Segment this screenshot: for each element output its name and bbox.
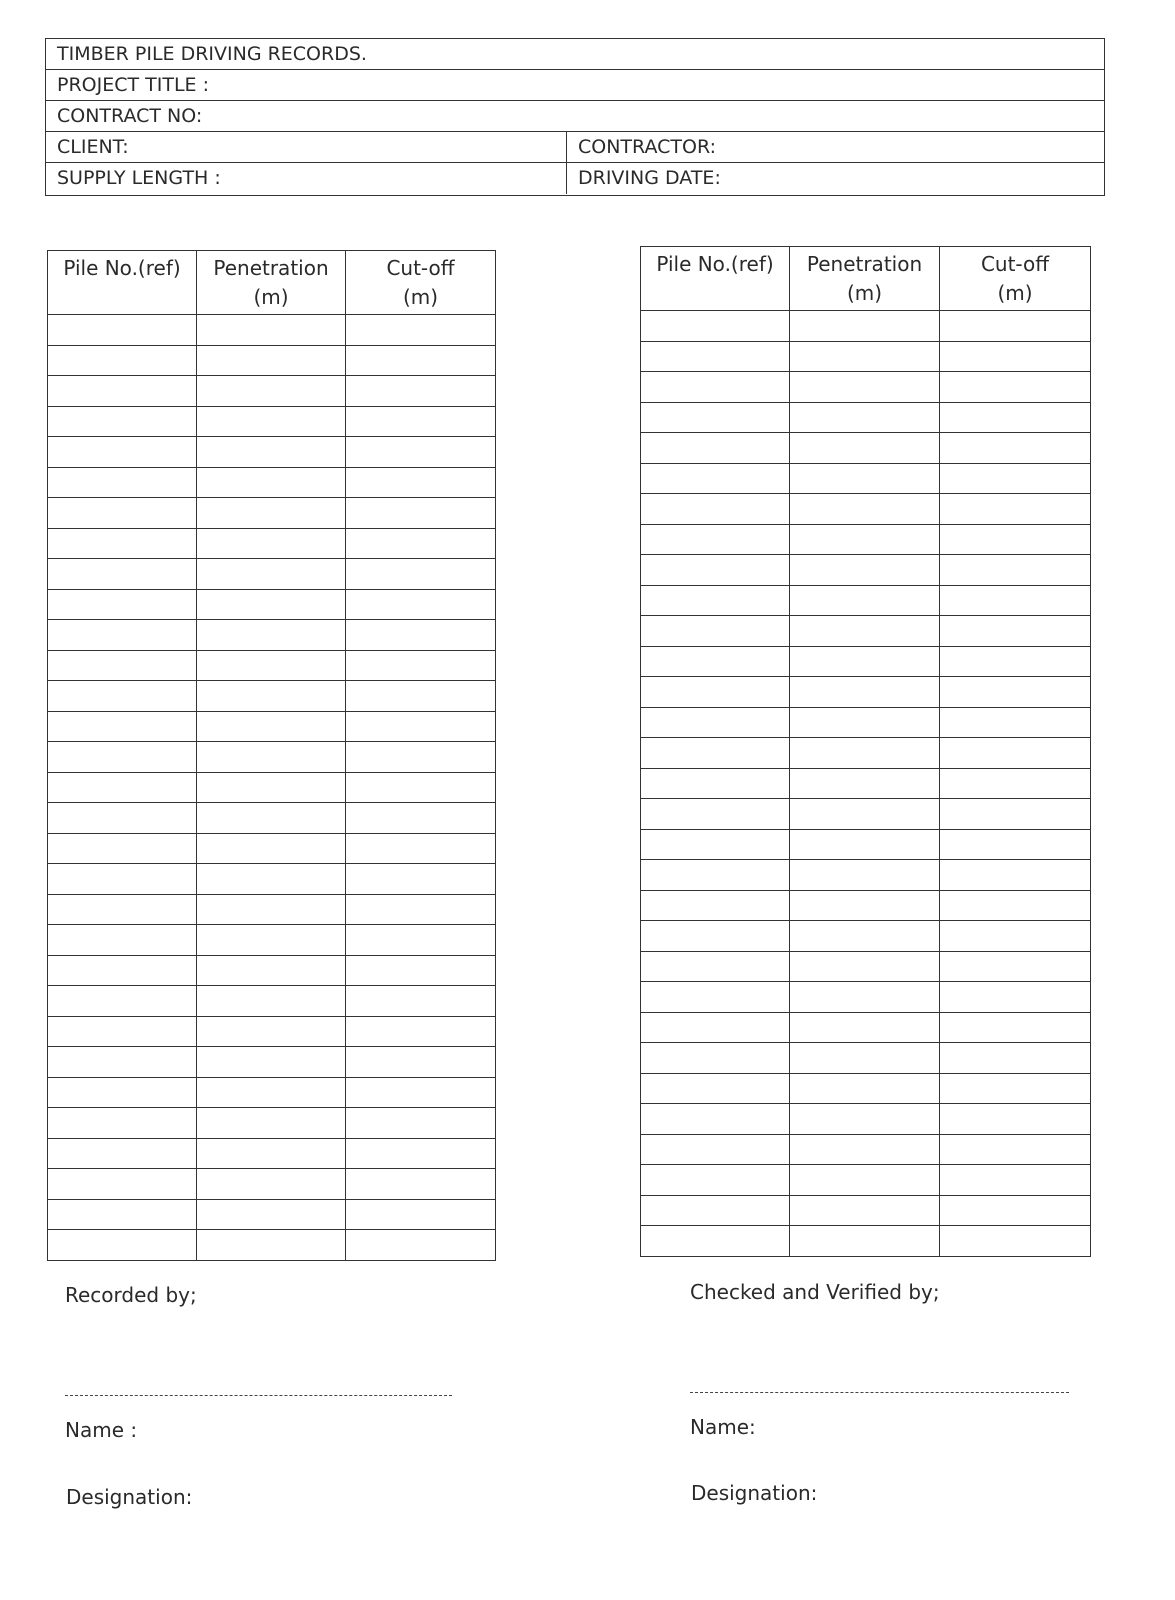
pile-no-column-header: Pile No.(ref) (641, 247, 790, 311)
cutoff-cell[interactable] (940, 799, 1091, 830)
client-contractor-row (46, 132, 1104, 163)
cutoff-cell[interactable] (940, 494, 1091, 525)
penetration-cell[interactable] (790, 860, 940, 891)
penetration-cell[interactable] (197, 1169, 346, 1200)
cutoff-cell[interactable] (346, 803, 496, 834)
pile-no-cell[interactable] (48, 528, 197, 559)
pile-no-cell[interactable] (641, 799, 790, 830)
pile-no-cell[interactable] (48, 1108, 197, 1139)
pile-no-cell[interactable] (641, 372, 790, 403)
penetration-cell[interactable] (790, 433, 940, 464)
table-row (641, 1134, 1091, 1165)
cutoff-cell[interactable] (940, 829, 1091, 860)
table-row (48, 925, 496, 956)
penetration-cell[interactable] (790, 1012, 940, 1043)
checked-by-signature-line[interactable] (690, 1392, 1069, 1393)
table-row (641, 1165, 1091, 1196)
pile-no-cell[interactable] (641, 616, 790, 647)
pile-no-column-header: Pile No.(ref) (48, 251, 197, 315)
table-row (641, 616, 1091, 647)
pile-no-cell[interactable] (48, 1138, 197, 1169)
penetration-cell[interactable] (197, 681, 346, 712)
table-row (641, 829, 1091, 860)
cutoff-cell[interactable] (346, 1108, 496, 1139)
form-title: TIMBER PILE DRIVING RECORDS. (57, 43, 367, 65)
penetration-cell[interactable] (790, 921, 940, 952)
table-row (48, 803, 496, 834)
cutoff-cell[interactable] (940, 372, 1091, 403)
table-row (641, 951, 1091, 982)
supply-driving-row (46, 163, 1104, 194)
cutoff-cell[interactable] (346, 376, 496, 407)
penetration-cell[interactable] (790, 768, 940, 799)
table-row (641, 311, 1091, 342)
penetration-cell[interactable] (197, 559, 346, 590)
penetration-cell[interactable] (197, 650, 346, 681)
table-row (641, 982, 1091, 1013)
pile-no-cell[interactable] (48, 742, 197, 773)
pile-no-cell[interactable] (641, 494, 790, 525)
cutoff-cell[interactable] (940, 1104, 1091, 1135)
penetration-cell[interactable] (790, 555, 940, 586)
cutoff-cell[interactable] (346, 589, 496, 620)
penetration-cell[interactable] (790, 372, 940, 403)
pile-no-cell[interactable] (48, 376, 197, 407)
table-header-row (48, 251, 496, 315)
penetration-cell[interactable] (790, 1195, 940, 1226)
cutoff-column-header: Cut-off (m) (940, 247, 1091, 311)
cutoff-cell[interactable] (346, 772, 496, 803)
cutoff-cell[interactable] (940, 646, 1091, 677)
pile-no-cell[interactable] (641, 982, 790, 1013)
recorder-name-label: Name : (65, 1418, 138, 1442)
table-row (48, 1077, 496, 1108)
table-row (641, 677, 1091, 708)
pile-no-cell[interactable] (641, 402, 790, 433)
table-row (641, 890, 1091, 921)
penetration-cell[interactable] (790, 1073, 940, 1104)
pile-no-cell[interactable] (641, 463, 790, 494)
cutoff-cell[interactable] (346, 1138, 496, 1169)
penetration-cell[interactable] (790, 829, 940, 860)
cutoff-cell[interactable] (346, 406, 496, 437)
cutoff-cell[interactable] (940, 1043, 1091, 1074)
table-row (641, 646, 1091, 677)
cutoff-cell[interactable] (940, 738, 1091, 769)
table-row (48, 1047, 496, 1078)
cutoff-cell[interactable] (346, 711, 496, 742)
penetration-cell[interactable] (197, 406, 346, 437)
cutoff-cell[interactable] (346, 1016, 496, 1047)
recorded-by-signature-line[interactable] (65, 1395, 452, 1396)
penetration-cell[interactable] (197, 1077, 346, 1108)
pile-record-table-left (47, 250, 496, 1261)
penetration-cell[interactable] (790, 311, 940, 342)
penetration-cell[interactable] (790, 982, 940, 1013)
pile-no-cell[interactable] (48, 1230, 197, 1261)
table-row (641, 372, 1091, 403)
penetration-cell[interactable] (197, 894, 346, 925)
cutoff-cell[interactable] (346, 437, 496, 468)
penetration-cell[interactable] (790, 1134, 940, 1165)
penetration-cell[interactable] (197, 1230, 346, 1261)
penetration-cell[interactable] (790, 1226, 940, 1257)
recorded-by-label: Recorded by; (65, 1283, 197, 1307)
table-row (48, 345, 496, 376)
pile-no-cell[interactable] (48, 1077, 197, 1108)
table-row (641, 707, 1091, 738)
table-row (641, 921, 1091, 952)
cutoff-cell[interactable] (940, 890, 1091, 921)
pile-no-cell[interactable] (641, 1134, 790, 1165)
table-row (641, 1073, 1091, 1104)
table-row (641, 494, 1091, 525)
penetration-cell[interactable] (790, 585, 940, 616)
cutoff-cell[interactable] (346, 742, 496, 773)
table-row (641, 1226, 1091, 1257)
table-row (48, 528, 496, 559)
pile-record-table-right (640, 246, 1091, 1257)
table-row (641, 555, 1091, 586)
table-row (641, 524, 1091, 555)
cutoff-cell[interactable] (940, 1073, 1091, 1104)
penetration-cell[interactable] (197, 1199, 346, 1230)
cutoff-cell[interactable] (940, 1012, 1091, 1043)
table-row (48, 986, 496, 1017)
table-row (48, 437, 496, 468)
table-row (641, 860, 1091, 891)
pile-no-cell[interactable] (48, 986, 197, 1017)
cutoff-cell[interactable] (940, 585, 1091, 616)
cutoff-cell[interactable] (346, 315, 496, 346)
pile-no-cell[interactable] (641, 921, 790, 952)
cutoff-cell[interactable] (940, 921, 1091, 952)
penetration-cell[interactable] (790, 951, 940, 982)
pile-no-cell[interactable] (48, 681, 197, 712)
penetration-cell[interactable] (790, 494, 940, 525)
table-row (48, 833, 496, 864)
table-row (641, 433, 1091, 464)
penetration-cell[interactable] (197, 589, 346, 620)
table-row (48, 498, 496, 529)
pile-no-cell[interactable] (48, 1199, 197, 1230)
pile-no-cell[interactable] (641, 707, 790, 738)
header-box (45, 38, 1105, 196)
table-row (48, 1108, 496, 1139)
pile-no-cell[interactable] (48, 559, 197, 590)
table-row (641, 1012, 1091, 1043)
pile-no-cell[interactable] (641, 951, 790, 982)
cutoff-cell[interactable] (346, 1199, 496, 1230)
penetration-cell[interactable] (197, 467, 346, 498)
penetration-cell[interactable] (197, 955, 346, 986)
table-row (641, 799, 1091, 830)
pile-no-cell[interactable] (48, 650, 197, 681)
penetration-cell[interactable] (790, 799, 940, 830)
table-row (48, 894, 496, 925)
cutoff-cell[interactable] (940, 677, 1091, 708)
cutoff-cell[interactable] (346, 955, 496, 986)
table-row (48, 1016, 496, 1047)
cutoff-cell[interactable] (940, 616, 1091, 647)
pile-no-cell[interactable] (48, 1047, 197, 1078)
table-row (48, 742, 496, 773)
cutoff-cell[interactable] (940, 555, 1091, 586)
cutoff-cell[interactable] (940, 951, 1091, 982)
penetration-column-header: Penetration (m) (790, 247, 940, 311)
cutoff-cell[interactable] (346, 650, 496, 681)
supply-length-field[interactable]: SUPPLY LENGTH : (57, 167, 221, 189)
cutoff-cell[interactable] (346, 498, 496, 529)
table-row (641, 402, 1091, 433)
project-title-field[interactable]: PROJECT TITLE : (57, 74, 209, 96)
cutoff-cell[interactable] (940, 341, 1091, 372)
table-row (48, 711, 496, 742)
penetration-cell[interactable] (790, 707, 940, 738)
cutoff-cell[interactable] (940, 768, 1091, 799)
pile-no-cell[interactable] (641, 890, 790, 921)
pile-no-cell[interactable] (48, 894, 197, 925)
project-title-row (46, 70, 1104, 101)
pile-no-cell[interactable] (641, 555, 790, 586)
table-row (48, 864, 496, 895)
penetration-cell[interactable] (197, 620, 346, 651)
cutoff-cell[interactable] (346, 528, 496, 559)
pile-no-cell[interactable] (641, 1043, 790, 1074)
table-row (48, 467, 496, 498)
table-row (48, 315, 496, 346)
penetration-cell[interactable] (790, 1165, 940, 1196)
contractor-field[interactable]: CONTRACTOR: (566, 132, 1104, 162)
table-row (641, 1104, 1091, 1135)
penetration-cell[interactable] (197, 1138, 346, 1169)
penetration-cell[interactable] (197, 315, 346, 346)
cutoff-cell[interactable] (346, 620, 496, 651)
pile-no-cell[interactable] (641, 738, 790, 769)
pile-no-cell[interactable] (641, 1104, 790, 1135)
cutoff-cell[interactable] (346, 864, 496, 895)
table-row (48, 1138, 496, 1169)
penetration-cell[interactable] (197, 376, 346, 407)
table-row (48, 1230, 496, 1261)
pile-no-cell[interactable] (641, 677, 790, 708)
cutoff-column-header: Cut-off (m) (346, 251, 496, 315)
cutoff-cell[interactable] (940, 1226, 1091, 1257)
pile-no-cell[interactable] (641, 1012, 790, 1043)
pile-no-cell[interactable] (641, 829, 790, 860)
pile-no-cell[interactable] (48, 345, 197, 376)
table-row (48, 1199, 496, 1230)
penetration-cell[interactable] (790, 738, 940, 769)
penetration-cell[interactable] (790, 890, 940, 921)
pile-no-cell[interactable] (48, 1016, 197, 1047)
penetration-column-header: Penetration (m) (197, 251, 346, 315)
cutoff-cell[interactable] (940, 433, 1091, 464)
penetration-cell[interactable] (790, 616, 940, 647)
pile-no-cell[interactable] (48, 864, 197, 895)
cutoff-cell[interactable] (940, 524, 1091, 555)
pile-no-cell[interactable] (641, 524, 790, 555)
pile-no-cell[interactable] (48, 1169, 197, 1200)
table-row (48, 559, 496, 590)
table-row (48, 681, 496, 712)
cutoff-cell[interactable] (940, 311, 1091, 342)
table-row (641, 1043, 1091, 1074)
pile-no-cell[interactable] (48, 925, 197, 956)
pile-no-cell[interactable] (641, 1195, 790, 1226)
cutoff-cell[interactable] (940, 707, 1091, 738)
penetration-cell[interactable] (197, 864, 346, 895)
pile-no-cell[interactable] (641, 768, 790, 799)
cutoff-cell[interactable] (346, 894, 496, 925)
cutoff-cell[interactable] (346, 1047, 496, 1078)
pile-no-cell[interactable] (48, 589, 197, 620)
pile-no-cell[interactable] (641, 433, 790, 464)
penetration-cell[interactable] (197, 1108, 346, 1139)
cutoff-cell[interactable] (346, 833, 496, 864)
pile-no-cell[interactable] (48, 406, 197, 437)
pile-no-cell[interactable] (641, 1165, 790, 1196)
table-row (48, 1169, 496, 1200)
cutoff-cell[interactable] (940, 463, 1091, 494)
penetration-cell[interactable] (197, 437, 346, 468)
table-header-row (641, 247, 1091, 311)
cutoff-cell[interactable] (346, 681, 496, 712)
table-row (48, 376, 496, 407)
penetration-cell[interactable] (790, 402, 940, 433)
penetration-cell[interactable] (790, 524, 940, 555)
pile-no-cell[interactable] (641, 341, 790, 372)
penetration-cell[interactable] (197, 803, 346, 834)
penetration-cell[interactable] (790, 341, 940, 372)
pile-no-cell[interactable] (641, 860, 790, 891)
penetration-cell[interactable] (197, 345, 346, 376)
penetration-cell[interactable] (197, 986, 346, 1017)
pile-no-cell[interactable] (48, 772, 197, 803)
penetration-cell[interactable] (197, 833, 346, 864)
pile-no-cell[interactable] (641, 1226, 790, 1257)
table-row (641, 1195, 1091, 1226)
penetration-cell[interactable] (790, 646, 940, 677)
cutoff-cell[interactable] (940, 860, 1091, 891)
cutoff-cell[interactable] (940, 1134, 1091, 1165)
cutoff-cell[interactable] (346, 925, 496, 956)
table-row (48, 620, 496, 651)
pile-no-cell[interactable] (48, 833, 197, 864)
cutoff-cell[interactable] (940, 402, 1091, 433)
pile-no-cell[interactable] (48, 315, 197, 346)
pile-no-cell[interactable] (48, 955, 197, 986)
pile-no-cell[interactable] (48, 803, 197, 834)
cutoff-cell[interactable] (346, 467, 496, 498)
table-row (48, 955, 496, 986)
contract-no-field[interactable]: CONTRACT NO: (57, 105, 203, 127)
table-row (641, 341, 1091, 372)
table-row (48, 650, 496, 681)
cutoff-cell[interactable] (940, 1165, 1091, 1196)
penetration-cell[interactable] (790, 677, 940, 708)
pile-no-cell[interactable] (641, 311, 790, 342)
penetration-cell[interactable] (197, 1016, 346, 1047)
checker-designation-label: Designation: (691, 1481, 818, 1505)
cutoff-cell[interactable] (940, 1195, 1091, 1226)
cutoff-cell[interactable] (346, 986, 496, 1017)
checker-name-label: Name: (690, 1415, 756, 1439)
checked-by-label: Checked and Verified by; (690, 1280, 940, 1304)
penetration-cell[interactable] (197, 925, 346, 956)
pile-no-cell[interactable] (641, 585, 790, 616)
penetration-cell[interactable] (197, 1047, 346, 1078)
pile-no-cell[interactable] (48, 711, 197, 742)
cutoff-cell[interactable] (346, 1169, 496, 1200)
client-field[interactable]: CLIENT: (57, 136, 129, 158)
table-row (641, 585, 1091, 616)
table-row (641, 768, 1091, 799)
table-row (48, 589, 496, 620)
pile-no-cell[interactable] (48, 498, 197, 529)
cutoff-cell[interactable] (346, 345, 496, 376)
penetration-cell[interactable] (197, 742, 346, 773)
table-row (48, 772, 496, 803)
penetration-cell[interactable] (197, 711, 346, 742)
pile-no-cell[interactable] (641, 1073, 790, 1104)
table-row (641, 738, 1091, 769)
title-row (46, 39, 1104, 70)
recorder-designation-label: Designation: (66, 1485, 193, 1509)
cutoff-cell[interactable] (940, 982, 1091, 1013)
penetration-cell[interactable] (790, 1043, 940, 1074)
driving-date-field[interactable]: DRIVING DATE: (566, 163, 1104, 194)
cutoff-cell[interactable] (346, 1077, 496, 1108)
penetration-cell[interactable] (197, 498, 346, 529)
penetration-cell[interactable] (197, 528, 346, 559)
cutoff-cell[interactable] (346, 1230, 496, 1261)
pile-no-cell[interactable] (48, 467, 197, 498)
penetration-cell[interactable] (790, 1104, 940, 1135)
pile-no-cell[interactable] (641, 646, 790, 677)
pile-no-cell[interactable] (48, 620, 197, 651)
penetration-cell[interactable] (197, 772, 346, 803)
contract-no-row (46, 101, 1104, 132)
table-row (48, 406, 496, 437)
pile-no-cell[interactable] (48, 437, 197, 468)
table-row (641, 463, 1091, 494)
penetration-cell[interactable] (790, 463, 940, 494)
cutoff-cell[interactable] (346, 559, 496, 590)
